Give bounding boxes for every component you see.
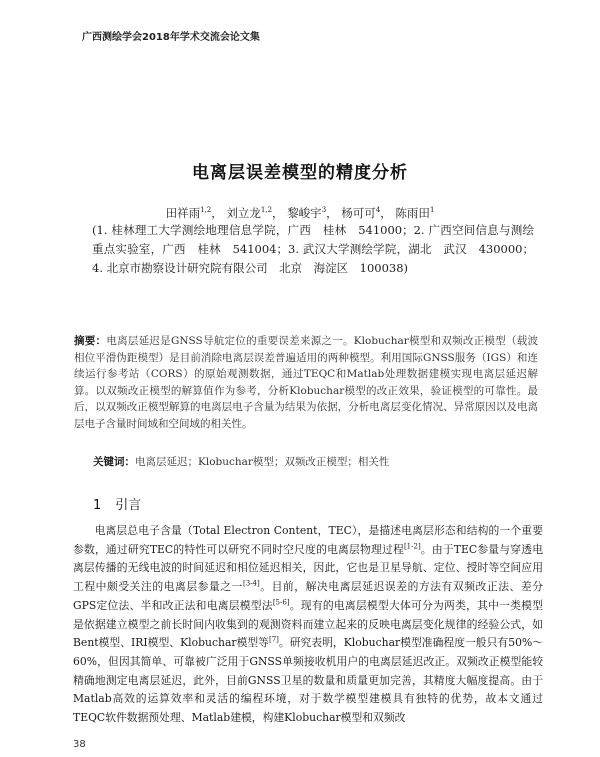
abstract: [74, 333, 538, 432]
author-affil-mark: 1,2: [260, 206, 273, 215]
body-text-segment: 。现有的电离层模型大体可分为两类，其中一类模型是依据建立模型之前长时间内收集到的观测资料而建立起来的反映电离层变化规律的经验公式，如Bent模型、IRI模型、Klobuchar模型等: [73, 598, 544, 650]
keywords: [93, 454, 538, 469]
abstract-label: 摘要：: [74, 335, 107, 347]
keywords-text: 电离层延迟；Klobuchar模型；双频改正模型；相关性: [135, 456, 390, 468]
author-affil-mark: 1: [429, 206, 435, 215]
body-paragraph: [73, 522, 543, 728]
author-affil-mark: 3: [321, 206, 327, 215]
body-text-segment: 。由于TEC参量与穿透电离层传播的无线电波的时间延迟和相位延迟相关，因此，它也是卫星导航、定位、授时等空间应用工程中颇受关注的电离层参量之一: [73, 542, 544, 594]
affiliations: (1. 桂林理工大学测绘地理信息学院，广西 桂林 541000；2. 广西空间信息与测绘重点实验室，广西 桂林 541004；3. 武汉大学测绘学院，湖北 武汉 430000；4. 北京市勘察设计研究院有限公司 北京 海淀区 100038): [92, 223, 534, 275]
citation: [5-6]: [272, 598, 290, 607]
citation: [1-2]: [403, 542, 421, 551]
author-name: 刘立龙: [226, 206, 261, 220]
citation: [3-4]: [242, 579, 260, 588]
abstract-text: 电离层延迟是GNSS导航定位的重要误差来源之一。Klobuchar模型和双频改正模型（载波相位平滑伪距模型）是目前消除电离层误差普遍适用的两种模型。利用国际GNSS服务（IGS）和连续运行参考站（CORS）的原始观测数据，通过TEQC和Matlab处理数据建模实现电离层延迟解算。以双频改正模型的解算值作为参考，分析Klobuchar模型的改正效果，验证模型的可靠性。最后，以双频改正模型解算的电离层电子含量为结果为依据，分析电离层变化情况、异常原因以及电离层电子含量时间域和空间域的相关性。: [74, 335, 538, 430]
author-name: 陈雨田: [395, 206, 430, 220]
section-number: 1: [93, 498, 102, 513]
body-text-segment: 电离层总电子含量（Total Electron Content，TEC），是描述电离层形态和结构的一个重要参数，通过研究TEC的特性可以研究不同时空尺度的电离层物理过程: [73, 524, 543, 556]
section-heading: [93, 494, 141, 513]
author-name: 黎峻宇: [287, 206, 322, 220]
citation: [7]: [268, 635, 279, 644]
author-affil-mark: 4: [375, 206, 381, 215]
running-header: 广西测绘学会2018年学术交流会论文集: [82, 32, 260, 43]
author-name: 田祥雨: [165, 206, 201, 220]
body-text-segment: 。研究表明，Klobuchar模型准确程度一般只有50%～60%，但因其简单、可靠被广泛用于GNSS单频接收机用户的电离层延迟改正。双频改正模型能较精确地测定电离层延迟，此外，目前GNSS卫星的数量和质量更加完善，其精度大幅度提高。由于Matlab高效的运算效率和灵活的编程环境，对于数学模型建模具有独特的优势，故本文通过TEQC软件数据预处理、Matlab建模，构建Klobuchar模型和双频改: [73, 636, 543, 725]
keywords-label: 关键词：: [93, 456, 135, 468]
author-name: 杨可可: [341, 206, 376, 220]
author-affil-mark: 1,2: [200, 206, 212, 215]
paper-title: 电离层误差模型的精度分析: [192, 163, 408, 183]
page-number: 38: [73, 739, 86, 750]
body-text-segment: 。目前，解决电离层延迟误差的方法有双频改正法、差分GPS定位法、半和改正法和电离层模型法: [73, 580, 544, 612]
section-title: 引言: [115, 498, 142, 513]
author-list: 田祥雨$^{1,2}$， 刘立龙$^{1,2}$， 黎峻宇$^3$， 杨可可$^4$， 陈雨田$^1$: [165, 206, 435, 220]
